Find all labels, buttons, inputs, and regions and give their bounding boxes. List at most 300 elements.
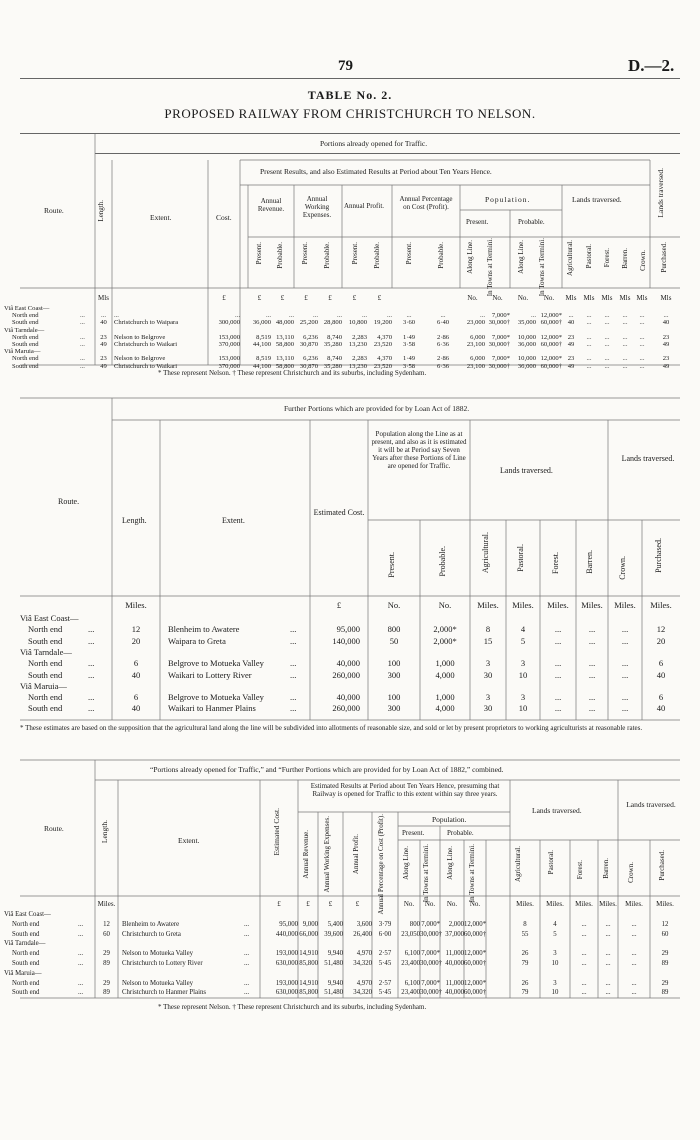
value-cell: ... xyxy=(568,312,574,320)
value-cell: 30,000† xyxy=(420,989,443,997)
t3-towns-present: In Towns at Termini. xyxy=(422,844,430,903)
extent-cell: ... xyxy=(114,312,119,320)
value-cell: 35,280 xyxy=(323,362,342,370)
route-end-label: South end xyxy=(28,703,63,714)
table3-footnote: * These represent Nelson. † These represent Christchurch and its suburbs, including Sydenham. xyxy=(158,1003,427,1011)
unit-label: No. xyxy=(517,294,529,302)
value-cell: 3,600 xyxy=(356,920,372,928)
t1-towns-present: In Towns at Termini. xyxy=(486,238,494,297)
value-cell: ... xyxy=(588,658,596,669)
table-row xyxy=(0,658,700,669)
cost-cell: 630,000 xyxy=(275,960,298,967)
value-cell: ... xyxy=(605,960,611,967)
value-cell: 8,740 xyxy=(327,333,342,341)
extent-cell: Nelson to Belgrove xyxy=(114,355,166,363)
route-leader-dots: ... xyxy=(78,960,84,967)
value-cell: ... xyxy=(605,930,611,938)
unit-label: £ xyxy=(377,294,382,302)
value-cell: 6,000 xyxy=(470,333,485,341)
table-row xyxy=(0,312,700,319)
unit-label: £ xyxy=(336,600,342,610)
unit-label: No. xyxy=(543,294,555,302)
route-leader-dots: ... xyxy=(88,692,95,703)
route-leader-dots: ... xyxy=(88,635,95,646)
value-cell: ... xyxy=(663,312,669,320)
value-cell: 23,400 xyxy=(401,989,420,997)
value-cell: 6,100 xyxy=(404,950,420,958)
cost-cell: 95,000 xyxy=(336,624,360,635)
route-end-label: South end xyxy=(12,362,39,370)
unit-label: £ xyxy=(277,900,281,908)
extent-cell: Waipara to Greta xyxy=(168,635,226,646)
value-cell: 6·36 xyxy=(436,341,450,348)
value-cell: 4,000 xyxy=(435,703,455,714)
value-cell: ... xyxy=(621,692,629,703)
value-cell: 4,370 xyxy=(377,333,392,341)
t3-pastoral: Pastoral. xyxy=(547,850,555,875)
route-leader-dots: ... xyxy=(80,333,85,341)
value-cell: ... xyxy=(604,319,610,327)
value-cell: 12,000* xyxy=(464,979,487,987)
value-cell: ... xyxy=(581,989,587,997)
value-cell: 23,100 xyxy=(466,341,485,348)
value-cell: 19,200 xyxy=(373,319,392,327)
value-cell: 23,520 xyxy=(373,362,392,370)
value-cell: 30,870 xyxy=(299,341,318,348)
value-cell: 49 xyxy=(662,362,670,370)
value-cell: ... xyxy=(621,635,629,646)
length-cell: 12 xyxy=(103,920,110,928)
cost-cell: 153,000 xyxy=(218,355,240,363)
route-leader-dots: ... xyxy=(78,930,84,938)
value-cell: ... xyxy=(586,319,592,327)
route-end-label: South end xyxy=(12,960,40,967)
table-row xyxy=(0,960,700,970)
t1-crown: Crown. xyxy=(639,250,647,271)
value-cell: 29 xyxy=(661,950,669,958)
value-cell: 2·86 xyxy=(436,333,450,341)
unit-label: Mls xyxy=(98,294,109,302)
table1-route-header: Route. xyxy=(44,206,64,215)
cost-cell: 300,000 xyxy=(218,319,240,327)
unit-label: Miles. xyxy=(125,600,147,610)
table2-footnote: * These estimates are based on the supposition that the agricultural land along the line will be subdivided into allotments of reasonable size, and sold or let by present proprietors to working agriculturists at reasonable rates. xyxy=(20,724,643,732)
value-cell: 13,110 xyxy=(276,333,294,341)
extent-cell: Waikari to Hanmer Plains xyxy=(168,703,256,714)
length-cell: 40 xyxy=(131,669,141,680)
value-cell: 30,000† xyxy=(488,362,510,370)
value-cell: 10 xyxy=(551,960,559,967)
extent-cell: Christchurch to Waipara xyxy=(114,319,179,327)
t3-agric: Agricultural. xyxy=(514,846,522,882)
value-cell: 36,000 xyxy=(517,362,536,370)
value-cell: ... xyxy=(622,312,628,320)
unit-label: No. xyxy=(403,900,415,908)
extent-leader-dots: ... xyxy=(290,635,297,646)
value-cell: 34,320 xyxy=(353,960,372,967)
value-cell: 49 xyxy=(662,341,670,348)
t1-purchased: Purchased. xyxy=(660,242,668,273)
t3-percentage: Annual Percentage on Cost (Profit). xyxy=(377,814,385,915)
value-cell: ... xyxy=(622,319,628,327)
unit-label: Miles. xyxy=(512,600,534,610)
value-cell: 66,000 xyxy=(299,930,318,938)
t2-present: Present. xyxy=(387,552,396,578)
cost-cell: 370,000 xyxy=(218,362,240,370)
table-row xyxy=(0,970,700,980)
unit-label: No. xyxy=(492,294,503,302)
length-cell: 12 xyxy=(131,624,141,635)
extent-leader-dots: ... xyxy=(290,703,297,714)
route-end-label: North end xyxy=(12,979,40,987)
extent-cell: Christchurch to Waikari xyxy=(114,341,178,348)
length-cell: 49 xyxy=(100,341,107,348)
value-cell: 1·49 xyxy=(402,333,416,341)
length-cell: 89 xyxy=(103,989,110,997)
table-row xyxy=(0,670,700,681)
value-cell: ... xyxy=(554,692,562,703)
length-cell: 49 xyxy=(100,362,107,370)
value-cell: 4,370 xyxy=(377,355,392,363)
value-cell: 100 xyxy=(387,692,401,703)
value-cell: 3 xyxy=(553,950,557,958)
route-leader-dots: ... xyxy=(88,658,95,669)
value-cell: 44,100 xyxy=(252,362,271,370)
value-cell: 13,230 xyxy=(348,341,367,348)
extent-leader-dots: ... xyxy=(244,920,250,928)
extent-leader-dots: ... xyxy=(244,930,250,938)
value-cell: 1,000 xyxy=(435,692,455,703)
value-cell: 300 xyxy=(387,669,401,680)
unit-label: Mls xyxy=(565,294,577,302)
value-cell: 60,000† xyxy=(464,930,487,938)
t3-crown: Crown. xyxy=(627,862,635,883)
value-cell: 40 xyxy=(567,319,575,327)
value-cell: ... xyxy=(554,669,562,680)
unit-label: Miles. xyxy=(581,600,603,610)
t3-profit: Annual Profit. xyxy=(352,834,360,875)
cost-cell: 140,000 xyxy=(332,635,360,646)
length-cell: 6 xyxy=(133,692,139,703)
value-cell: ... xyxy=(639,341,645,348)
value-cell: 8 xyxy=(485,624,491,635)
value-cell: 35,000 xyxy=(517,319,536,327)
value-cell: 6·40 xyxy=(436,319,450,327)
t1-pct-present: Present. xyxy=(405,242,413,265)
route-end-label: North end xyxy=(12,920,40,928)
value-cell: ... xyxy=(631,989,637,997)
value-cell: 36,000 xyxy=(517,341,536,348)
table3-length-header: Length. xyxy=(100,820,109,844)
table1-footnote: * These represent Nelson. † These represent Christchurch and its suburbs, including Sydenham. xyxy=(158,369,427,377)
route-end-label: South end xyxy=(12,930,40,938)
value-cell: 29 xyxy=(661,979,669,987)
extent-cell: Christchurch to Greta xyxy=(122,930,181,938)
route-end-label: South end xyxy=(12,319,39,327)
length-cell: 60 xyxy=(103,930,110,938)
route-leader-dots: ... xyxy=(78,979,84,987)
value-cell: 23 xyxy=(662,355,670,363)
table-row xyxy=(0,989,700,999)
t1-profit-probable: Probable. xyxy=(373,242,381,269)
value-cell: ... xyxy=(586,355,592,363)
value-cell: 12,000* xyxy=(540,355,562,363)
table1-cost-header: Cost. xyxy=(216,213,232,222)
table-row xyxy=(0,334,700,341)
table2-lands-header: Lands traversed. xyxy=(500,466,553,475)
extent-cell: Belgrove to Motueka Valley xyxy=(168,692,264,703)
unit-label: Miles. xyxy=(614,600,636,610)
value-cell: 30 xyxy=(483,703,493,714)
t3-along-probable: Along Line. xyxy=(446,846,454,880)
cost-cell: 260,000 xyxy=(332,669,360,680)
value-cell: ... xyxy=(621,669,629,680)
t3-revenue: Annual Revenue. xyxy=(302,830,310,879)
value-cell: 1·49 xyxy=(402,355,416,363)
table-row xyxy=(0,703,700,714)
value-cell: 13,110 xyxy=(276,355,294,363)
value-cell: 89 xyxy=(661,989,669,997)
unit-label: Mls xyxy=(583,294,595,302)
value-cell: 30 xyxy=(483,669,493,680)
table-title: TABLE No. 2. xyxy=(307,88,393,102)
value-cell: 2,000* xyxy=(433,635,457,646)
value-cell: ... xyxy=(605,979,611,987)
route-group-label: Viâ Tarndale— xyxy=(4,940,46,948)
t3-present: Present. xyxy=(402,829,425,837)
route-leader-dots: ... xyxy=(80,341,85,348)
value-cell: ... xyxy=(586,362,592,370)
value-cell: ... xyxy=(621,658,629,669)
value-cell: 7,000* xyxy=(421,950,440,958)
length-cell: 23 xyxy=(100,333,107,341)
unit-label: £ xyxy=(352,294,357,302)
value-cell: ... xyxy=(480,312,485,320)
route-leader-dots: ... xyxy=(88,703,95,714)
t1-towns-probable: In Towns at Termini. xyxy=(538,238,546,297)
table3-route-header: Route. xyxy=(44,824,64,833)
value-cell: ... xyxy=(586,312,592,320)
value-cell: 8 xyxy=(523,920,527,928)
value-cell: 58,800 xyxy=(275,362,294,370)
value-cell: ... xyxy=(631,960,637,967)
value-cell: 30,000† xyxy=(488,341,510,348)
route-leader-dots: ... xyxy=(80,355,85,363)
extent-cell: Christchurch to Hanmer Plains xyxy=(122,989,207,997)
table1-pop-probable: Probable. xyxy=(518,218,545,226)
value-cell: 20 xyxy=(656,635,666,646)
unit-label: Miles. xyxy=(547,600,569,610)
t1-barren: Barren. xyxy=(621,248,629,269)
unit-label: Miles. xyxy=(650,600,672,610)
value-cell: ... xyxy=(588,692,596,703)
value-cell: 89 xyxy=(661,960,669,967)
value-cell: 6,236 xyxy=(303,333,318,341)
value-cell: 12 xyxy=(661,920,669,928)
value-cell: 49 xyxy=(567,341,575,348)
value-cell: ... xyxy=(554,658,562,669)
t3-working: Annual Working Expenses. xyxy=(323,816,331,893)
t1-rev-present: Present. xyxy=(255,242,263,265)
cost-cell: 193,000 xyxy=(275,950,298,958)
t2-purchased: Purchased. xyxy=(654,538,663,573)
value-cell: ... xyxy=(554,703,562,714)
table3-units-row xyxy=(0,900,700,910)
unit-label: £ xyxy=(328,900,333,908)
extent-leader-dots: ... xyxy=(290,669,297,680)
value-cell: 10 xyxy=(518,669,528,680)
value-cell: ... xyxy=(621,624,629,635)
value-cell: 28,800 xyxy=(323,319,342,327)
table3-caption: “Portions already opened for Traffic,” and “Further Portions which are provided for by Loan Act of 1882,” combined. xyxy=(150,765,504,774)
value-cell: 23,520 xyxy=(373,341,392,348)
value-cell: 12 xyxy=(656,624,666,635)
value-cell: ... xyxy=(337,312,342,320)
table-row xyxy=(0,911,700,921)
value-cell: ... xyxy=(531,312,536,320)
value-cell: 30,000† xyxy=(420,960,443,967)
table1-lands-header: Lands traversed. xyxy=(572,195,622,204)
route-group-label: Viâ Maruia— xyxy=(4,969,42,977)
extent-leader-dots: ... xyxy=(244,960,250,967)
value-cell: 3 xyxy=(520,692,526,703)
unit-label: £ xyxy=(280,294,285,302)
value-cell: 14,910 xyxy=(299,950,318,958)
t3-along-present: Along Line. xyxy=(402,846,410,880)
value-cell: 23,400 xyxy=(401,960,420,967)
extent-leader-dots: ... xyxy=(244,979,250,987)
unit-label: No. xyxy=(467,294,478,302)
value-cell: ... xyxy=(631,950,637,958)
value-cell: 6·00 xyxy=(378,930,392,938)
extent-cell: Blenheim to Awatere xyxy=(122,920,180,928)
table1-revenue-header: Annual Revenue. xyxy=(257,197,285,213)
unit-label: No. xyxy=(387,600,401,610)
route-end-label: North end xyxy=(12,333,39,341)
unit-label: Miles. xyxy=(656,900,674,908)
value-cell: ... xyxy=(604,333,610,341)
value-cell: ... xyxy=(604,355,610,363)
value-cell: 9,940 xyxy=(327,979,343,987)
value-cell: ... xyxy=(639,319,645,327)
value-cell: 60,000† xyxy=(540,319,562,327)
value-cell: 37,000 xyxy=(445,930,464,938)
value-cell: ... xyxy=(586,333,592,341)
cost-cell: 40,000 xyxy=(336,658,360,669)
value-cell: 8,519 xyxy=(256,355,271,363)
t3-probable: Probable. xyxy=(447,829,474,837)
value-cell: ... xyxy=(440,312,446,320)
table-row xyxy=(0,647,700,658)
value-cell: ... xyxy=(622,355,628,363)
value-cell: 26,400 xyxy=(353,930,372,938)
value-cell: 12,000* xyxy=(540,333,562,341)
value-cell: 3 xyxy=(485,658,491,669)
t3-population: Population. xyxy=(432,815,467,824)
value-cell: 40 xyxy=(656,703,666,714)
value-cell: 23,050 xyxy=(401,930,420,938)
route-group-label: Viâ Tarndale— xyxy=(20,646,72,657)
value-cell: 7,000* xyxy=(491,312,510,320)
value-cell: 26 xyxy=(521,950,529,958)
t2-agric: Agricultural. xyxy=(481,532,490,574)
table2-route-header: Route. xyxy=(58,497,80,506)
route-leader-dots: ... xyxy=(78,920,84,928)
value-cell: 300 xyxy=(387,703,401,714)
value-cell: ... xyxy=(362,312,367,320)
value-cell: 7,000* xyxy=(491,333,510,341)
route-end-label: North end xyxy=(12,312,39,320)
unit-label: No. xyxy=(438,600,452,610)
extent-leader-dots: ... xyxy=(290,692,297,703)
table3-est-heading: Estimated Results at Period about Ten Years Hence, presuming that Railway is opened for Traffic to this extent within say three years. xyxy=(310,782,500,799)
route-group-label: Viâ East Coast— xyxy=(4,305,50,312)
t3-purchased: Purchased. xyxy=(658,850,666,881)
route-end-label: South end xyxy=(28,669,63,680)
value-cell: 3·60 xyxy=(402,319,416,327)
t3-towns-probable: In Towns at Termini. xyxy=(468,844,476,903)
table1-pop-present: Present. xyxy=(466,218,489,226)
value-cell: 25,200 xyxy=(299,319,318,327)
table-row xyxy=(0,681,700,692)
table2-caption: Further Portions which are provided for by Loan Act of 1882. xyxy=(284,404,470,413)
value-cell: ... xyxy=(639,333,645,341)
t3-lands2: Lands traversed. xyxy=(626,800,676,809)
value-cell: 2·57 xyxy=(378,979,392,987)
length-cell: 40 xyxy=(131,703,141,714)
length-cell: ... xyxy=(101,312,106,320)
table-row xyxy=(0,327,700,334)
value-cell: 23 xyxy=(662,333,670,341)
value-cell: 44,100 xyxy=(252,341,271,348)
table-row xyxy=(0,341,700,348)
value-cell: 5·45 xyxy=(378,989,392,997)
table1-population-header: Population. xyxy=(485,195,531,204)
route-group-label: Viâ East Coast— xyxy=(20,613,79,623)
value-cell: 12,000* xyxy=(540,312,562,320)
value-cell: 6 xyxy=(658,658,664,669)
value-cell: 2,000 xyxy=(448,920,464,928)
value-cell: ... xyxy=(406,312,412,320)
value-cell: 13,230 xyxy=(348,362,367,370)
extent-cell: Belgrove to Motueka Valley xyxy=(168,658,264,669)
extent-cell: Nelson to Motueka Valley xyxy=(122,979,194,987)
value-cell: 14,910 xyxy=(299,979,318,987)
table2-extent-header: Extent. xyxy=(222,516,245,525)
t1-along-probable: Along Line. xyxy=(517,240,525,274)
length-cell: 29 xyxy=(103,950,110,958)
unit-label: Mls xyxy=(660,294,672,302)
value-cell: 85,800 xyxy=(299,960,318,967)
t2-crown: Crown. xyxy=(618,556,627,580)
value-cell: ... xyxy=(605,950,611,958)
value-cell: ... xyxy=(604,341,610,348)
value-cell: 9,000 xyxy=(302,920,318,928)
length-cell: 29 xyxy=(103,979,110,987)
value-cell: 10 xyxy=(551,989,559,997)
table1-length-header: Length. xyxy=(97,200,105,222)
table-row xyxy=(0,348,700,355)
t1-along-present: Along Line. xyxy=(466,240,474,274)
unit-label: £ xyxy=(304,294,308,302)
table3-extent-header: Extent. xyxy=(178,836,200,845)
table1-present-heading: Present Results, and also Estimated Results at Period about Ten Years Hence. xyxy=(260,167,492,176)
route-leader-dots: ... xyxy=(80,312,85,320)
unit-label: Miles. xyxy=(625,900,643,908)
value-cell: 48,000 xyxy=(275,319,294,327)
table1-working-header: Annual Working Expenses. xyxy=(302,195,332,219)
value-cell: 39,600 xyxy=(324,930,343,938)
